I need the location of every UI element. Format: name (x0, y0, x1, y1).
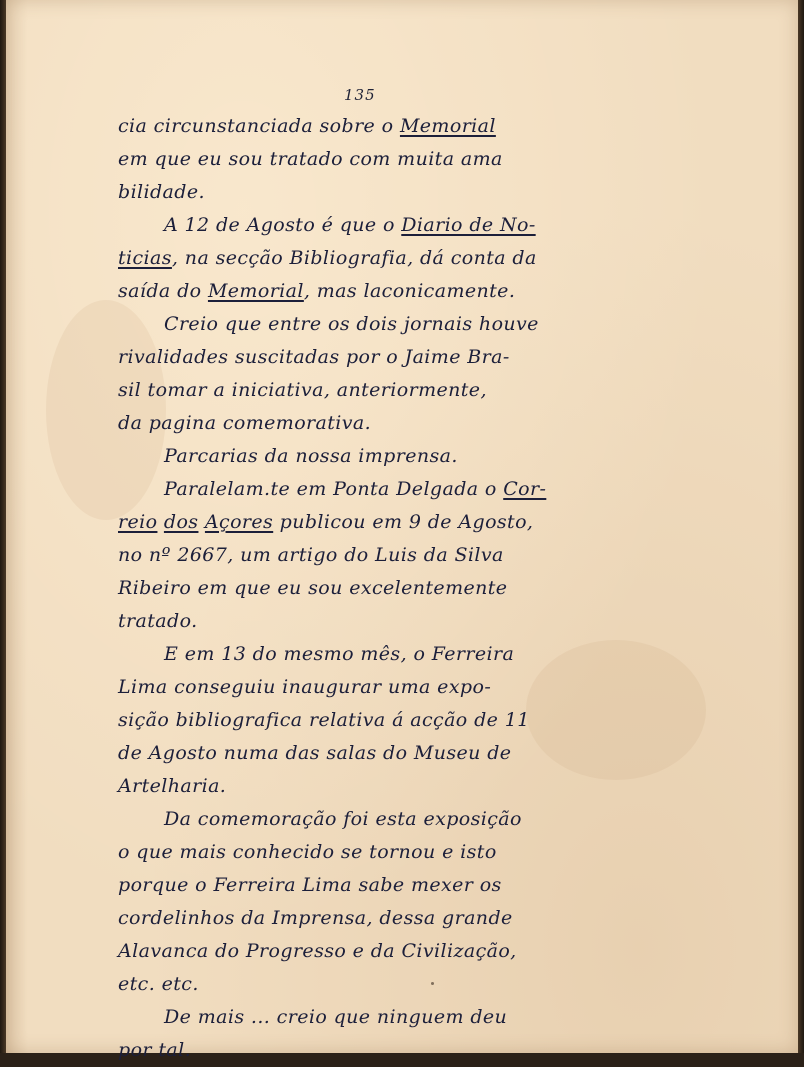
manuscript-line (118, 143, 598, 176)
underlined-text: ticias (118, 247, 172, 269)
line-text: sição bibliografica relativa á acção de 11 (118, 709, 530, 731)
manuscript-line (118, 407, 598, 440)
underlined-text: dos (163, 511, 199, 533)
manuscript-line (118, 1001, 598, 1034)
manuscript-line (118, 770, 598, 803)
manuscript-line (118, 836, 598, 869)
line-text: o que mais conhecido se tornou e isto (118, 841, 497, 863)
manuscript-page (6, 0, 798, 1061)
page-number: 135 (344, 86, 376, 104)
line-text: Artelharia. (118, 775, 227, 797)
line-text: publicou em 9 de Agosto, (273, 511, 534, 533)
manuscript-line (118, 869, 598, 902)
manuscript-line (118, 704, 598, 737)
manuscript-line (118, 374, 598, 407)
line-text: em que eu sou tratado com muita ama (118, 148, 503, 170)
line-text: por tal. (118, 1039, 192, 1061)
underlined-text: Memorial (207, 280, 304, 302)
manuscript-line (118, 341, 598, 374)
line-text: Ribeiro em que eu sou excelentemente (118, 577, 508, 599)
manuscript-line (118, 308, 598, 341)
underlined-text: reio (118, 511, 158, 533)
manuscript-line (118, 539, 598, 572)
line-text: De mais ... creio que ninguem deu (164, 1006, 508, 1028)
manuscript-line (118, 902, 598, 935)
manuscript-line (118, 671, 598, 704)
line-text: saída do (118, 280, 208, 302)
manuscript-line (118, 506, 598, 539)
handwritten-text (118, 110, 598, 1067)
manuscript-line (118, 440, 598, 473)
ink-dot (431, 982, 434, 985)
manuscript-line (118, 176, 598, 209)
manuscript-line (118, 605, 598, 638)
line-text: cia circunstanciada sobre o (118, 115, 400, 137)
line-text: no nº 2667, um artigo do Luis da Silva (118, 544, 504, 566)
line-text: Paralelam.te em Ponta Delgada o (164, 478, 504, 500)
manuscript-line (118, 572, 598, 605)
line-text: porque o Ferreira Lima sabe mexer os (118, 874, 502, 896)
manuscript-line (118, 209, 598, 242)
underlined-text: Memorial (399, 115, 496, 137)
line-text: tratado. (118, 610, 198, 632)
line-text: A 12 de Agosto é que o (164, 214, 402, 236)
underlined-text: Açores (204, 511, 274, 533)
manuscript-line (118, 968, 598, 1001)
line-text: Creio que entre os dois jornais houve (164, 313, 539, 335)
line-text: , mas laconicamente. (303, 280, 516, 302)
manuscript-line (118, 110, 598, 143)
line-text: Da comemoração foi esta exposição (164, 808, 522, 830)
line-text: cordelinhos da Imprensa, dessa grande (118, 907, 513, 929)
line-text: rivalidades suscitadas por o Jaime Bra- (118, 346, 510, 368)
manuscript-line (118, 473, 598, 506)
manuscript-line (118, 1034, 598, 1067)
manuscript-line (118, 803, 598, 836)
page-right-edge (798, 0, 804, 1053)
manuscript-line (118, 638, 598, 671)
manuscript-line (118, 275, 598, 308)
underlined-text: Cor- (503, 478, 547, 500)
line-text: , na secção Bibliografia, dá conta da (171, 247, 537, 269)
manuscript-line (118, 935, 598, 968)
line-text: Lima conseguiu inaugurar uma expo- (118, 676, 492, 698)
manuscript-line (118, 737, 598, 770)
line-text: de Agosto numa das salas do Museu de (118, 742, 512, 764)
line-text: etc. etc. (118, 973, 199, 995)
line-text: E em 13 do mesmo mês, o Ferreira (164, 643, 515, 665)
line-text: bilidade. (118, 181, 205, 203)
line-text: Parcarias da nossa imprensa. (164, 445, 458, 467)
line-text: sil tomar a iniciativa, anteriormente, (118, 379, 487, 401)
manuscript-line (118, 242, 598, 275)
line-text: Alavanca do Progresso e da Civilização, (118, 940, 517, 962)
underlined-text: Diario de No- (401, 214, 536, 236)
line-text: da pagina comemorativa. (118, 412, 372, 434)
